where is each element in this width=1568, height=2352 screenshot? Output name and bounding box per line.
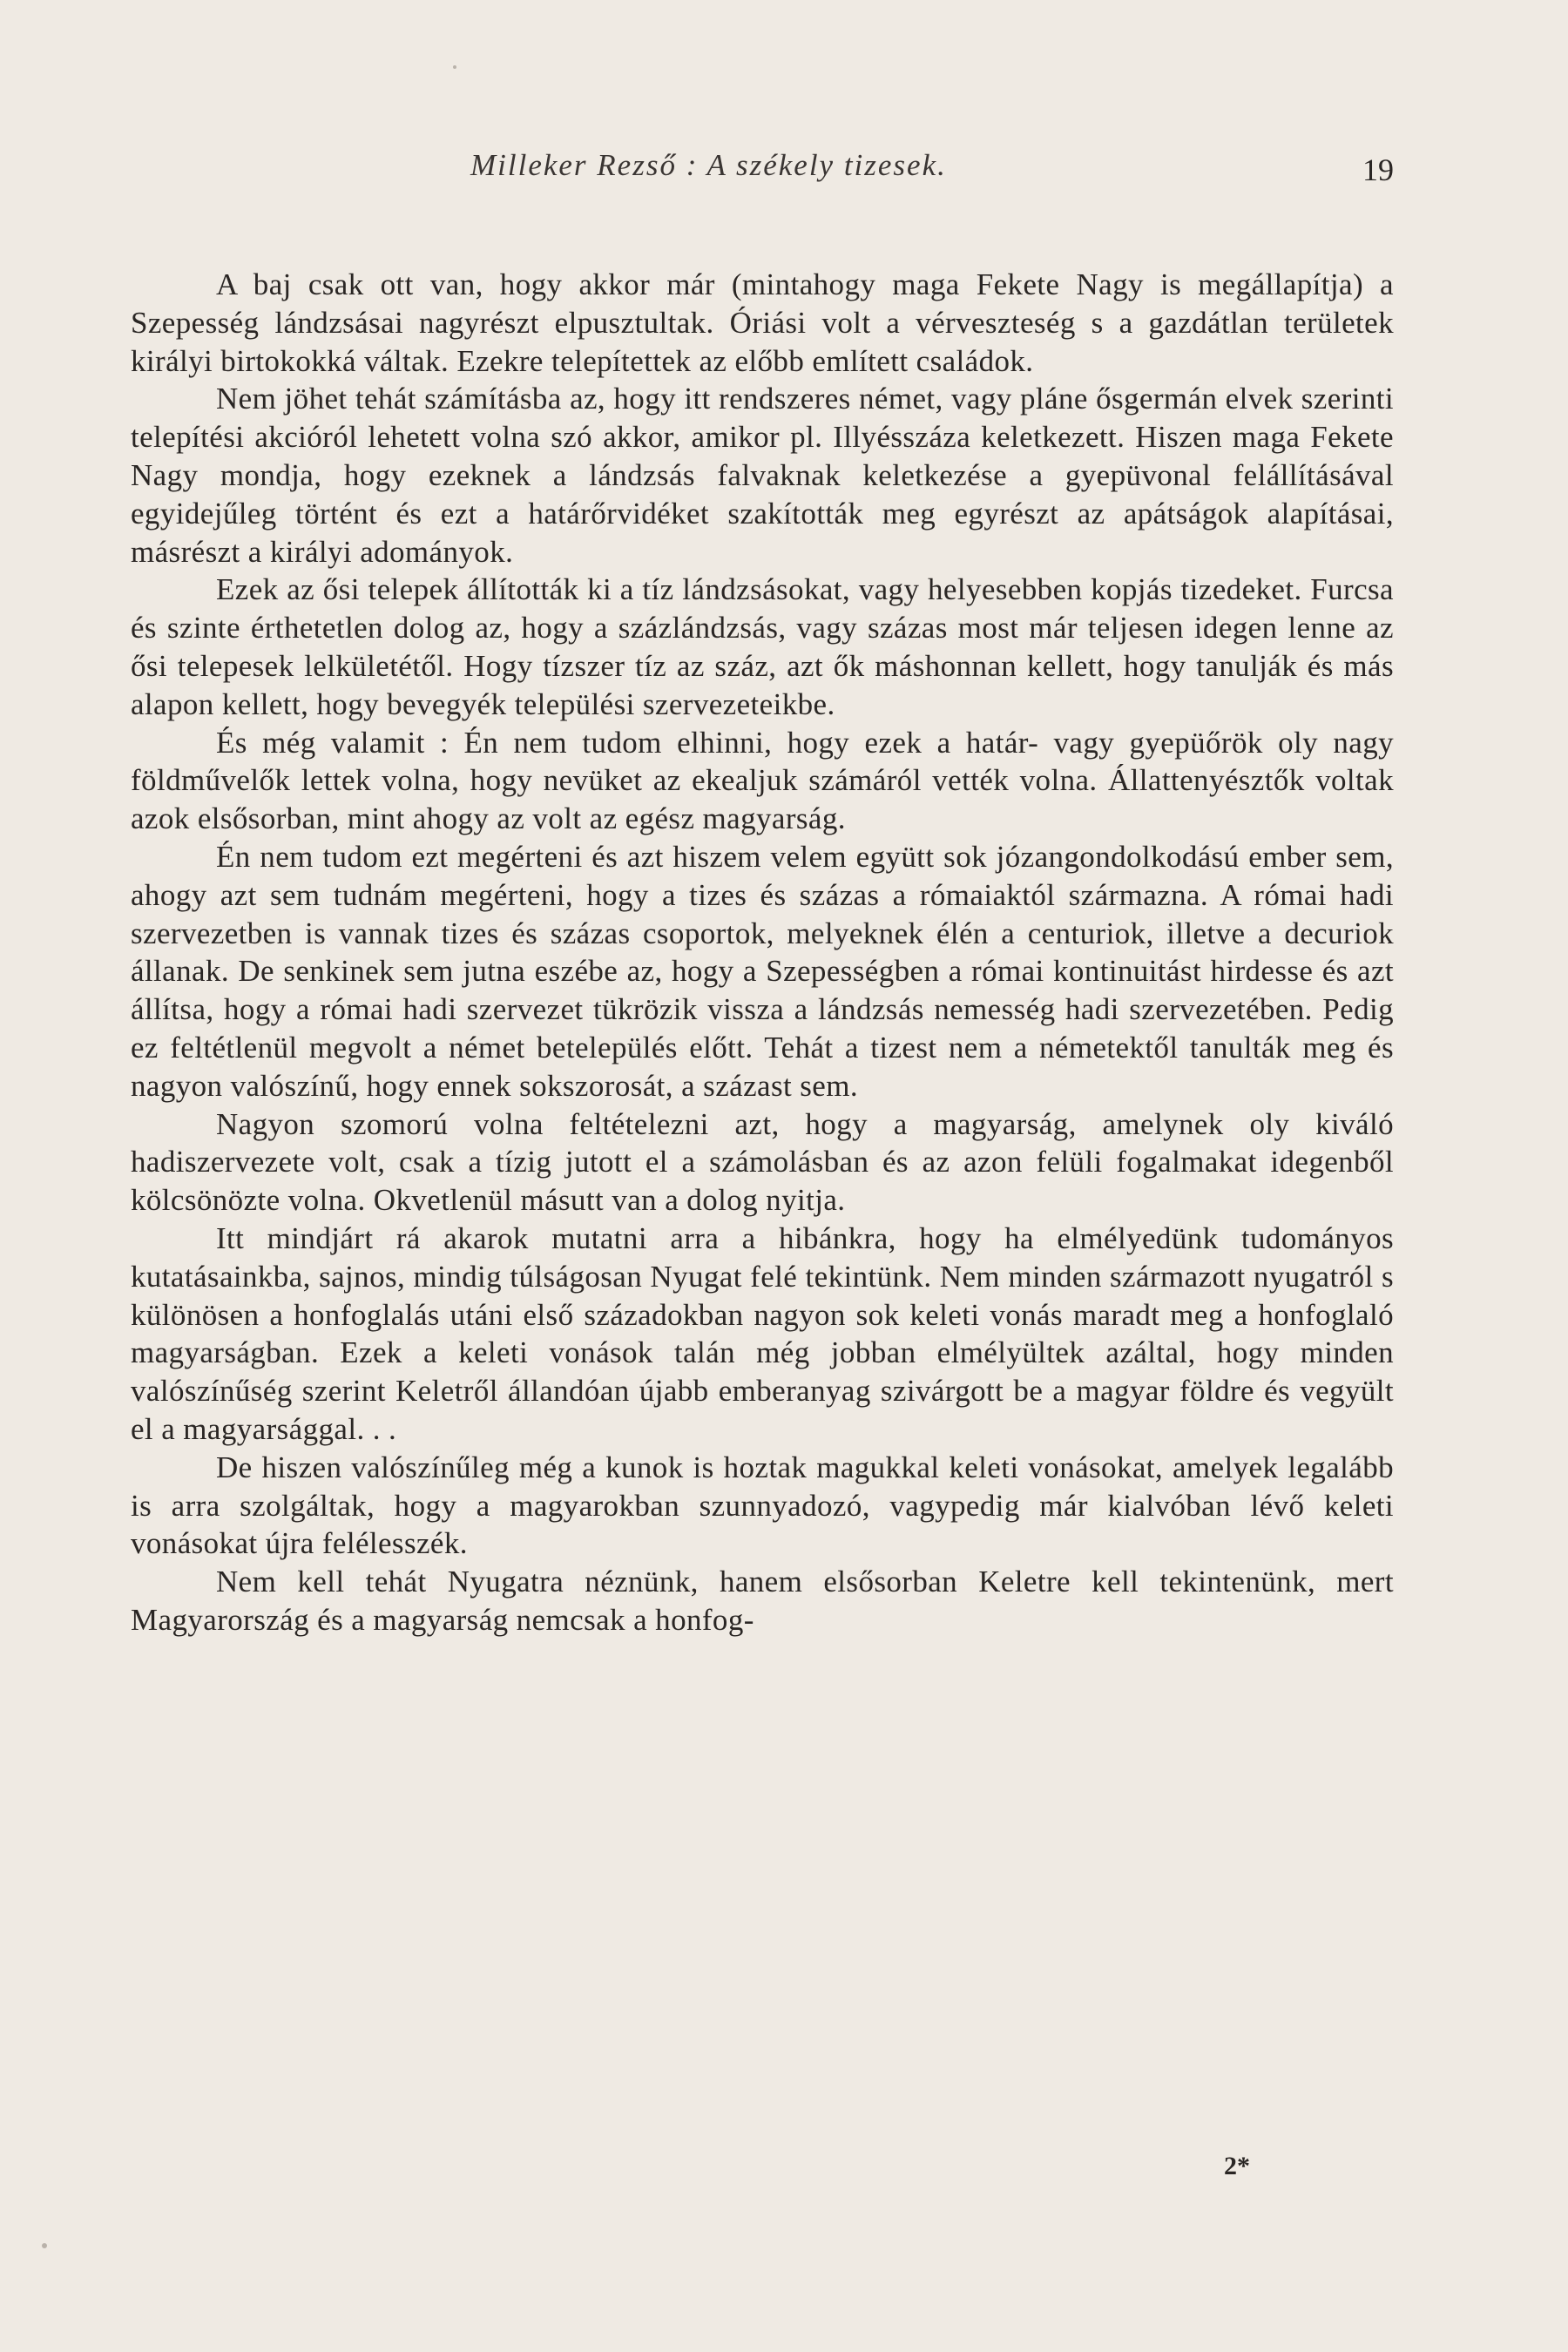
paragraph: Nagyon szomorú volna feltételezni azt, hogy a magyarság, amelynek oly kiváló hadiszervezete volt, csak a tízig jutott el a számolásban és az azon felüli fogalmakat idegenből kölcsönözte volna. Okvetlenül másutt van a dolog nyitja. (131, 1106, 1394, 1218)
paragraph: Nem jöhet tehát számításba az, hogy itt rendszeres német, vagy pláne ősgermán elvek szerinti telepítési akcióról lehetett volna szó akkor, amikor pl. Illyésszáza keletkezett. Hiszen maga Fekete Nagy mondja, hogy ezeknek a lándzsás falvaknak keletkezése a gyepüvonal felállításával egyidejűleg történt és ezt a határőrvidéket szakították meg egyrészt az apátságok alapításai, másrészt a királyi adományok. (131, 382, 1394, 569)
paper-speck (453, 65, 456, 69)
paragraph: Én nem tudom ezt megérteni és azt hiszem velem együtt sok józangondolkodású ember sem, ahogy azt sem tudnám megérteni, hogy a tizes és százas a rómaiaktól származna. A római hadi szervezetben is vannak tizes és százas csoportok, melyeknek élén a centuriok, illetve a decuriok állanak. De senkinek sem jutna eszébe az, hogy a Szepességben a római kontinuitást hirdesse és azt állítsa, hogy a római hadi szervezet tükrözik vissza a lándzsás nemesség hadi szervezetében. Pedig ez feltétlenül megvolt a német betelepülés előtt. Tehát a tizest nem a németektől tanulták meg és nagyon valószínű, hogy ennek sokszorosát, a százast sem. (131, 839, 1394, 1103)
paragraph: Nem kell tehát Nyugatra néznünk, hanem elsősorban Keletre kell tekintenünk, mert Magyarország és a magyarság nemcsak a honfog- (131, 1565, 1394, 1637)
paragraph: És még valamit : Én nem tudom elhinni, hogy ezek a határ- vagy gyepüőrök oly nagy földművelők lettek volna, hogy nevüket az ekealjuk számáról vették volna. Állattenyésztők voltak azok elsősorban, mint ahogy az volt az egész magyarság. (131, 725, 1394, 836)
running-title: Milleker Rezső : A székely tizesek. (470, 148, 947, 182)
paper-speck (42, 2243, 47, 2248)
page-number: 19 (1362, 152, 1394, 187)
paragraph: Ezek az ősi telepek állították ki a tíz lándzsásokat, vagy helyesebben kopjás tizedeket. Furcsa és szinte érthetetlen dolog az, hogy a százlándzsás, vagy százas most már teljesen idegen lenne az ősi telepesek lelkületétől. Hogy tízszer tíz az száz, azt ők máshonnan kellett, hogy tanulják és más alapon kellett, hogy bevegyék települési szervezeteikbe. (131, 572, 1394, 721)
paragraph: De hiszen valószínűleg még a kunok is hoztak magukkal keleti vonásokat, amelyek legalább is arra szolgáltak, hogy a magyarokban szunnyadozó, vagypedig már kialvóban lévő keleti vonásokat újra felélesszék. (131, 1450, 1394, 1561)
paragraph: Itt mindjárt rá akarok mutatni arra a hibánkra, hogy ha elmélyedünk tudományos kutatásainkba, sajnos, mindig túlságosan Nyugat felé tekintünk. Nem minden származott nyugatról s különösen a honfoglalás utáni első századokban nagyon sok keleti vonás maradt meg a honfoglaló magyarságban. Ezek a keleti vonások talán még jobban elmélyültek azáltal, hogy minden valószínűség szerint Keletről állandóan újabb emberanyag szivárgott be a magyar földre és vegyült el a magyarsággal. . . (131, 1220, 1394, 1446)
page-header (131, 148, 1394, 200)
body-text (131, 266, 1394, 1639)
paragraph: A baj csak ott van, hogy akkor már (mintahogy maga Fekete Nagy is megállapítja) a Szepesség lándzsásai nagyrészt elpusztultak. Óriási volt a vérveszteség s a gazdátlan területek királyi birtokokká váltak. Ezekre telepítettek az előbb említett családok. (131, 267, 1394, 378)
signature-mark: 2* (1224, 2152, 1250, 2180)
